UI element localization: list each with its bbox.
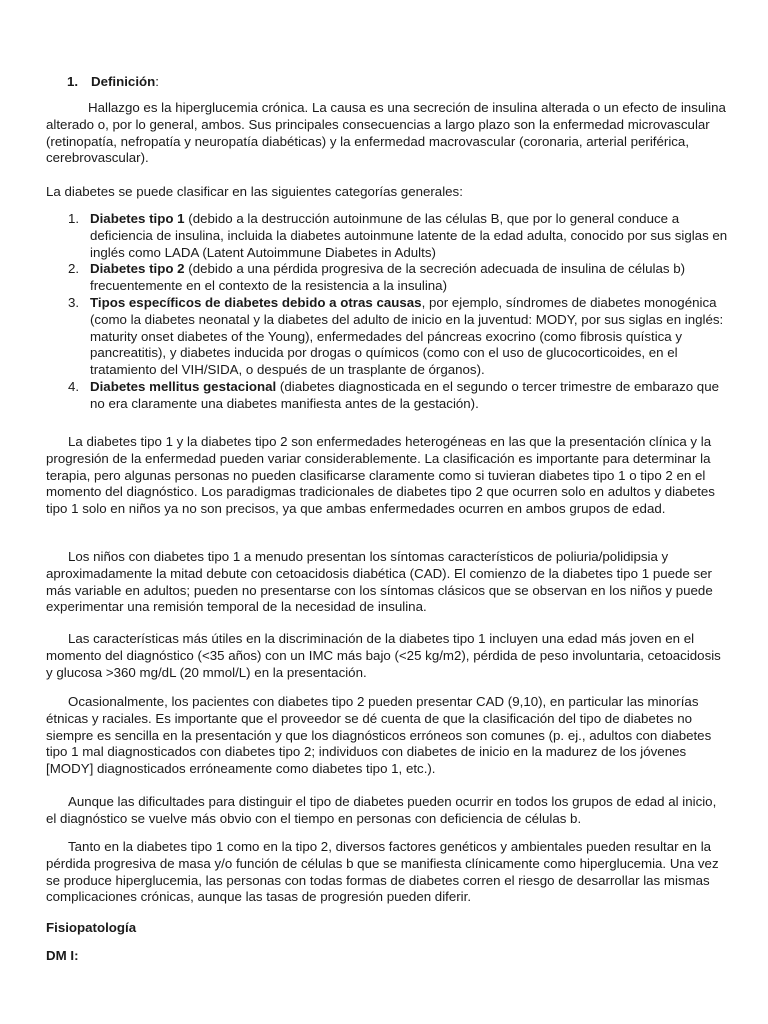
section-colon: : xyxy=(155,74,159,89)
list-item xyxy=(46,379,730,413)
heading-dm1: DM I: xyxy=(46,948,79,963)
body-paragraph: Los niños con diabetes tipo 1 a menudo presentan los síntomas característicos de poliuria/polidipsia y aproximadamente la mitad debute con cetoacidosis diabética (CAD). El comienzo de la diabetes tipo 1 puede ser más variable en adultos; pueden no presentarse con los síntomas clásicos que se observan en los niños y puede experimentar una remisión temporal de la necesidad de insulina. xyxy=(46,549,713,615)
list-item xyxy=(46,261,730,295)
list-item xyxy=(46,295,730,379)
body-paragraph: Aunque las dificultades para distinguir el tipo de diabetes pueden ocurrir en todos los grupos de edad al inicio, el diagnóstico se vuelve más obvio con el tiempo en personas con deficiencia de células b. xyxy=(46,794,717,826)
list-item-number: 1. xyxy=(68,211,80,226)
section-title: Definición xyxy=(91,74,156,89)
list-item-term: Diabetes tipo 1 xyxy=(90,211,185,226)
body-paragraph: Las características más útiles en la discriminación de la diabetes tipo 1 incluyen una edad más joven en el momento del diagnóstico (<35 años) con un IMC más bajo (<25 kg/m2), pérdida de peso involuntaria, cetoacidosis y glucosa >360 mg/dL (20 mmol/L) en la presentación. xyxy=(46,631,721,680)
body-paragraph: Ocasionalmente, los pacientes con diabetes tipo 2 pueden presentar CAD (9,10), en particular las minorías étnicas y raciales. Es importante que el proveedor se dé cuenta de que la clasificación del tipo de diabetes no siempre es sencilla en la presentación y que los diagnósticos erróneos son comunes (p. ej., adultos con diabetes tipo 1 mal diagnosticados con diabetes tipo 2; individuos con diabetes de inicio en la madurez de los jóvenes [MODY] diagnosticados erróneamente como diabetes tipo 1, etc.). xyxy=(46,694,712,777)
section-number: 1. xyxy=(67,74,79,89)
list-item-term: Tipos específicos de diabetes debido a otras causas xyxy=(90,294,422,310)
list-item xyxy=(46,211,730,261)
heading-fisiopatologia: Fisiopatología xyxy=(46,920,137,935)
category-list xyxy=(46,211,730,413)
list-item-term: Diabetes mellitus gestacional xyxy=(90,378,277,394)
list-item-number: 3. xyxy=(68,294,80,310)
list-item-number: 4. xyxy=(68,378,80,394)
list-item-text: (diabetes diagnosticada en el segundo o tercer trimestre de embarazo que no era claramente una diabetes manifiesta antes de la gestación). xyxy=(90,378,719,411)
body-paragraph: La diabetes tipo 1 y la diabetes tipo 2 son enfermedades heterogéneas en las que la presentación clínica y la progresión de la enfermedad pueden variar considerablemente. La clasificación es importante para determinar la terapia, pero algunas personas no pueden clasificarse claramente como si tuvieran diabetes tipo 1 o tipo 2 en el momento del diagnóstico. Los paradigmas tradicionales de diabetes tipo 2 que ocurren solo en adultos y diabetes tipo 1 solo en niños ya no son precisos, ya que ambas enfermedades ocurren en ambos grupos de edad. xyxy=(46,434,715,517)
list-item-text: , por ejemplo, síndromes de diabetes monogénica (como la diabetes neonatal y la diabetes del adulto de inicio en la juventud: MODY, por sus siglas en inglés: maturity onset diabetes of the Young), enfermedades del páncreas exocrino (como fibrosis quística y pancreatitis), y diabetes inducida por drogas o químicos (como con el uso de glucocorticoides, en el tratamiento del VIH/SIDA, o después de un trasplante de órganos). xyxy=(90,294,724,378)
classification-intro: La diabetes se puede clasificar en las siguientes categorías generales: xyxy=(46,184,463,199)
section-heading xyxy=(67,74,159,91)
intro-paragraph: Hallazgo es la hiperglucemia crónica. La causa es una secreción de insulina alterada o un efecto de insulina alterado o, por lo general, ambos. Sus principales consecuencias a largo plazo son la enfermedad microvascular (retinopatía, nefropatía y neuropatía diabéticas) y la enfermedad macrovascular (coronaria, arterial periférica, cerebrovascular). xyxy=(46,100,726,166)
list-item-number: 2. xyxy=(68,261,80,277)
list-item-term: Diabetes tipo 2 xyxy=(90,261,185,277)
list-item-text: (debido a una pérdida progresiva de la secreción adecuada de insulina de células b) frecuentemente en el contexto de la resistencia a la insulina) xyxy=(90,261,686,294)
body-paragraph: Tanto en la diabetes tipo 1 como en la tipo 2, diversos factores genéticos y ambientales pueden resultar en la pérdida progresiva de masa y/o función de células b que se manifiesta clínicamente como hiperglucemia. Una vez se produce hiperglucemia, las personas con todas formas de diabetes corren el riesgo de desarrollar las mismas complicaciones crónicas, aunque las tasas de progresión pueden diferir. xyxy=(46,839,719,905)
list-item-text: (debido a la destrucción autoinmune de las células B, que por lo general conduce a deficiencia de insulina, incluida la diabetes autoinmune latente de la edad adulta, conocido por sus siglas en inglés como LADA (Latent Autoimmune Diabetes in Adults) xyxy=(90,211,728,260)
